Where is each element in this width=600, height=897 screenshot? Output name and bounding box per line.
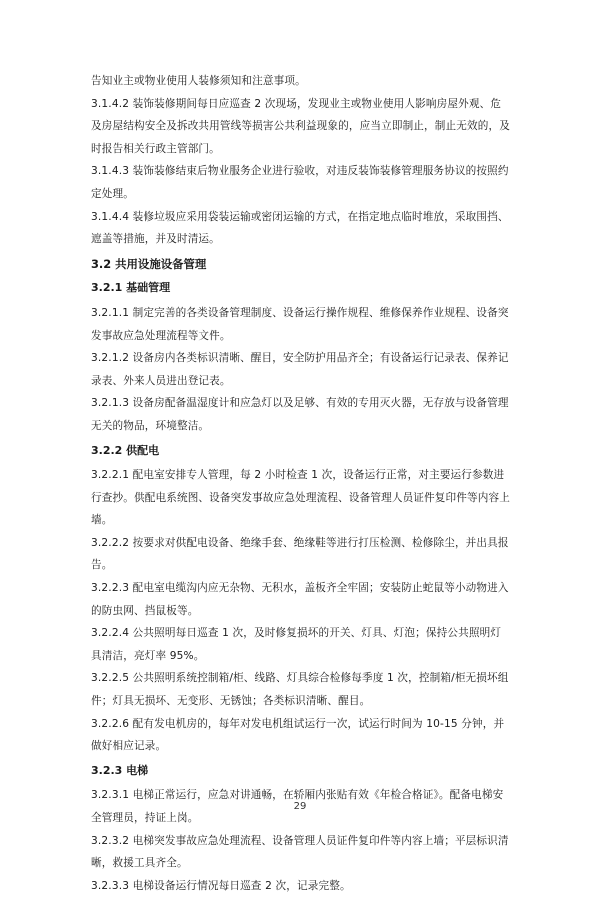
- paragraph: 告知业主或物业使用人装修须知和注意事项。: [91, 75, 306, 87]
- clause: 3.2.3.1 电梯正常运行，应急对讲通畅，在轿厢内张贴有效《年检合格证》。配备电梯安全管理员，持证上岗。: [91, 789, 504, 824]
- paragraph: 3.1.4.2 装饰装修期间每日应巡查 2 次现场，发现业主或物业使用人影响房屋外观、危及房屋结构安全及拆改共用管线等损害公共利益现象的，应当立即制止，制止无效的，及时报告相关行政主管部门。: [91, 97, 511, 155]
- paragraph: 3.1.4.3 装饰装修结束后物业服务企业进行验收，对违反装饰装修管理服务协议的按照约定处理。: [91, 165, 509, 200]
- section-heading: 3.2 共用设施设备管理: [91, 256, 207, 271]
- clause: 3.2.1.1 制定完善的各类设备管理制度、设备运行操作规程、维修保养作业规程、设备突发事故应急处理流程等文件。: [91, 306, 509, 342]
- subsection-heading: 3.2.3 电梯: [91, 763, 149, 777]
- paragraph: 3.1.4.4 装修垃圾应采用袋装运输或密闭运输的方式，在指定地点临时堆放，采取围挡、遮盖等措施，并及时清运。: [91, 210, 509, 246]
- clause: 3.2.3.2 电梯突发事故应急处理流程、设备管理人员证件复印件等内容上墙；平层标识清晰，救援工具齐全。: [91, 834, 509, 870]
- page-number: 29: [293, 801, 307, 812]
- clause: 3.2.1.2 设备房内各类标识清晰、醒目，安全防护用品齐全；有设备运行记录表、保养记录表、外来人员进出登记表。: [91, 352, 509, 387]
- page-content: [91, 70, 511, 897]
- subsection-heading: 3.2.1 基础管理: [91, 281, 171, 295]
- clause: 3.2.2.6 配有发电机房的，每年对发电机组试运行一次，试运行时间为 10-15 分钟，并做好相应记录。: [91, 717, 505, 753]
- subsection-heading: 3.2.2 供配电: [91, 443, 160, 457]
- clause: 3.2.2.2 按要求对供配电设备、绝缘手套、绝缘鞋等进行打压检测、检修除尘，并出具报告。: [91, 536, 509, 572]
- clause: 3.2.2.5 公共照明系统控制箱/柜、线路、灯具综合检修每季度 1 次，控制箱/柜无损坏组件；灯具无损坏、无变形、无锈蚀；各类标识清晰、醒目。: [91, 672, 509, 708]
- clause: 3.2.2.4 公共照明每日巡查 1 次，及时修复损坏的开关、灯具、灯泡；保持公共照明灯具清洁，亮灯率 95%。: [91, 627, 502, 662]
- clause: 3.2.2.3 配电室电缆沟内应无杂物、无积水，盖板齐全牢固；安装防止蛇鼠等小动物进入的防虫网、挡鼠板等。: [91, 582, 509, 617]
- clause: 3.2.3.3 电梯设备运行情况每日巡查 2 次，记录完整。: [91, 879, 351, 892]
- clause: 3.2.2.1 配电室安排专人管理，每 2 小时检查 1 次，设备运行正常，对主要运行参数进行查抄。供配电系统图、设备突发事故应急处理流程、设备管理人员证件复印件等内容上墙。: [91, 469, 511, 527]
- clause: 3.2.1.3 设备房配备温湿度计和应急灯以及足够、有效的专用灭火器，无存放与设备管理无关的物品，环境整洁。: [91, 397, 509, 432]
